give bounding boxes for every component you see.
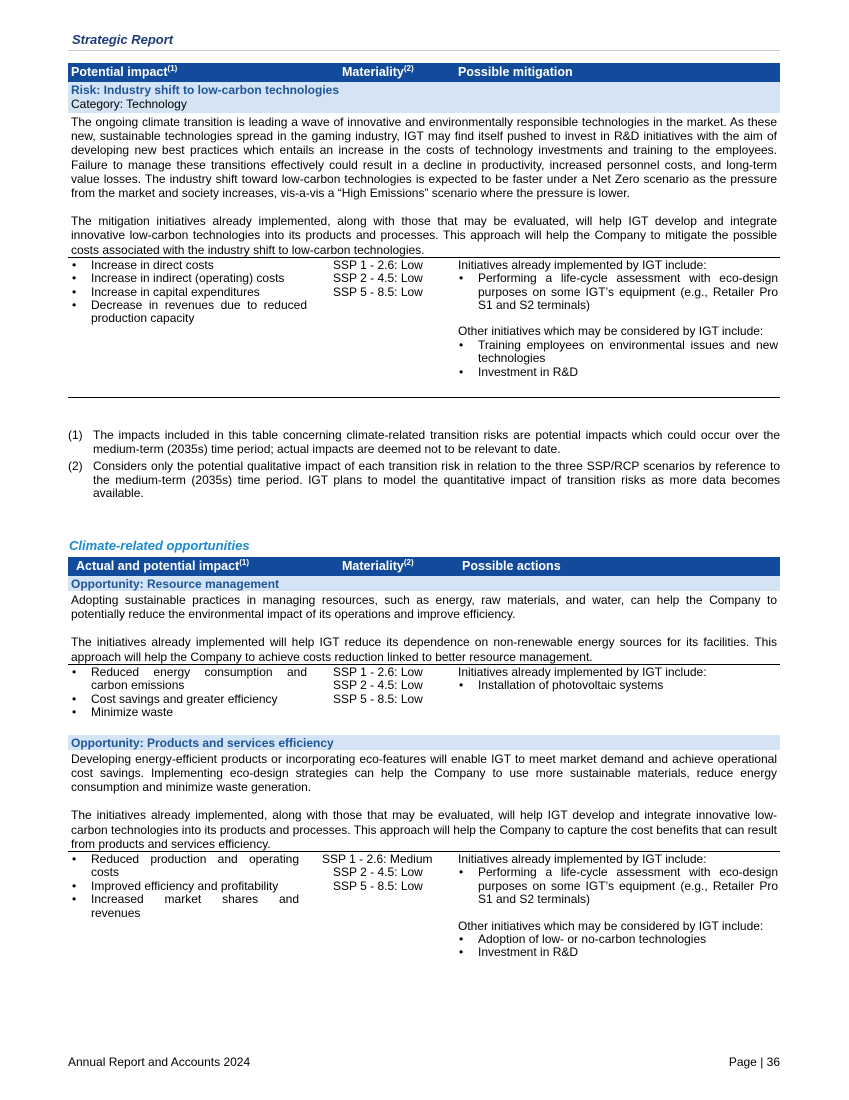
- risk-description: The ongoing climate transition is leading a wave of innovative and environmentally responsible technologies in the market. As these new, sustainable technologies spread in the gaming industry, IGT may find itself pushed to invest in R&D initiatives with the aim of developing new best practices which entails an increase in the costs of technology investments and training to the employees. Failure to manage these transitions effectively could result in a decline in productivity, increased personnel costs, and long-term value losses. The industry shift toward low-carbon technologies is expected to be faster under a Net Zero scenario as the pressure from the market and society increases, vis-a-vis a “High Emissions” scenario where the pressure is lower.: [71, 115, 777, 201]
- opportunities-title: Climate-related opportunities: [69, 538, 250, 553]
- impact-list: [71, 259, 307, 326]
- considered-heading: Other initiatives which may be considered by IGT include:: [458, 324, 764, 339]
- header-rule: [68, 50, 780, 51]
- materiality-list: [333, 666, 443, 706]
- opportunity-detail-row: [68, 851, 780, 977]
- list-item: • Decrease in revenues due to reduced production capacity: [71, 299, 307, 326]
- opportunities-table: [68, 557, 780, 977]
- footer-page-number: Page | 36: [728, 1055, 780, 1069]
- actions-list: [458, 853, 778, 960]
- list-item: • Increase in capital expenditures: [71, 286, 307, 299]
- list-item: • Investment in R&D: [458, 366, 778, 379]
- impact-list: [71, 666, 307, 720]
- risk-table: [68, 63, 780, 398]
- opportunity-description: Adopting sustainable practices in managing resources, such as energy, raw materials, and water, can help the Company to potentially reduce the environmental impact of its operations and improve efficiency.: [71, 593, 777, 622]
- col-header-impact: Potential impact$^{(1)}$: [71, 63, 178, 79]
- risk-table-header: [68, 63, 780, 82]
- footnote-2: (2) Considers only the potential qualitative impact of each transition risk in relation to the three SSP/RCP scenarios by reference to the medium-term (2035s) time period. IGT plans to model the quantitative impact of transition risks as more data becomes available.: [68, 459, 780, 501]
- list-item: • Cost savings and greater efficiency: [71, 693, 307, 706]
- list-item: • Minimize waste: [71, 706, 307, 719]
- opportunities-table-header: [68, 557, 780, 576]
- actions-list: [458, 666, 778, 693]
- section-title: Strategic Report: [72, 32, 174, 47]
- list-item: • Training employees on environmental issues and new technologies: [458, 339, 778, 366]
- implemented-heading: Initiatives already implemented by IGT include:: [458, 257, 707, 272]
- risk-title: Risk: Industry shift to low-carbon technologies: [68, 82, 780, 97]
- list-item: • Increase in direct costs: [71, 259, 307, 272]
- implemented-heading: Initiatives already implemented by IGT include:: [458, 852, 707, 867]
- opportunity-description: Developing energy-efficient products or incorporating eco-features will enable IGT to meet market demand and achieve operational cost savings. Implementing eco-design strategies can help the Company to use more sustainable materials, reduce energy consumption and minimize waste generation.: [71, 751, 777, 795]
- impact-list: [71, 853, 299, 920]
- risk-category: Category: Technology: [68, 97, 780, 113]
- considered-heading: Other initiatives which may be considered by IGT include:: [458, 918, 764, 933]
- mitigation-list: [458, 259, 778, 379]
- list-item: • Reduced energy consumption and carbon emissions: [71, 666, 307, 693]
- opportunity-summary: The initiatives already implemented will help IGT reduce its dependence on non-renewable energy sources for its facilities. This approach will help the Company to achieve costs reduction linked to better resource management.: [71, 635, 777, 664]
- materiality-value: SSP 5 - 8.5: Low: [333, 691, 423, 706]
- materiality-list: [322, 853, 432, 893]
- opportunity-detail-row: [68, 664, 780, 727]
- opportunity-title: Opportunity: Resource management: [68, 576, 780, 591]
- col-header-actions: Possible actions: [462, 559, 561, 573]
- list-item: • Adoption of low- or no-carbon technologies: [458, 933, 778, 946]
- opportunity-title: Opportunity: Products and services efficiency: [68, 735, 780, 750]
- list-item: • Investment in R&D: [458, 946, 778, 959]
- risk-mitigation-summary: The mitigation initiatives already implemented, along with those that may be evaluated, will help IGT develop and integrate innovative low-carbon technologies into its products and processes. This approach will help the Company to mitigate the possible costs associated with the industry shift to low-carbon technologies.: [71, 214, 777, 257]
- list-item: • Performing a life-cycle assessment with eco-design purposes on some IGT’s equipment (e.g., Retailer Pro S1 and S2 terminals): [458, 272, 778, 312]
- implemented-heading: Initiatives already implemented by IGT include:: [458, 664, 707, 679]
- opportunity-summary: The initiatives already implemented, along with those that may be evaluated, will help IGT develop and integrate innovative low-carbon technologies into its products and processes. This approach will help the Company to capture the cost benefits that can result from products and services efficiency.: [71, 808, 777, 851]
- list-item: • Reduced production and operating costs: [71, 853, 299, 880]
- materiality-value: SSP 2 - 4.5: Low: [333, 271, 423, 286]
- materiality-value: SSP 2 - 4.5: Low: [333, 678, 423, 693]
- materiality-value: SSP 2 - 4.5: Low: [333, 865, 423, 880]
- materiality-value: SSP 1 - 2.6: Low: [333, 664, 423, 679]
- materiality-value: SSP 5 - 8.5: Low: [333, 284, 423, 299]
- col-header-materiality: Materiality$^{(2)}$: [342, 557, 414, 573]
- list-item: • Improved efficiency and profitability: [71, 880, 299, 893]
- list-item: • Performing a life-cycle assessment with eco-design purposes on some IGT’s equipment (e.g., Retailer Pro S1 and S2 terminals): [458, 866, 778, 906]
- col-header-materiality: Materiality$^{(2)}$: [342, 63, 414, 79]
- col-header-mitigation: Possible mitigation: [458, 65, 573, 79]
- materiality-value: SSP 5 - 8.5: Low: [333, 878, 423, 893]
- risk-detail-row: [68, 257, 780, 398]
- footnote-1: (1) The impacts included in this table concerning climate-related transition risks are potential impacts which could occur over the medium-term (2035s) time period; actual impacts are deemed not to be relevant to date.: [68, 428, 780, 456]
- list-item: • Increased market shares and revenues: [71, 893, 299, 920]
- footnotes: [68, 428, 780, 501]
- materiality-value: SSP 1 - 2.6: Low: [333, 257, 423, 272]
- list-item: • Installation of photovoltaic systems: [458, 679, 778, 692]
- materiality-list: [333, 259, 443, 299]
- footer-report-title: Annual Report and Accounts 2024: [68, 1055, 251, 1069]
- list-item: • Increase in indirect (operating) costs: [71, 272, 307, 285]
- col-header-impact: Actual and potential impact$^{(1)}$: [76, 557, 249, 573]
- materiality-value: SSP 1 - 2.6: Medium: [322, 852, 433, 867]
